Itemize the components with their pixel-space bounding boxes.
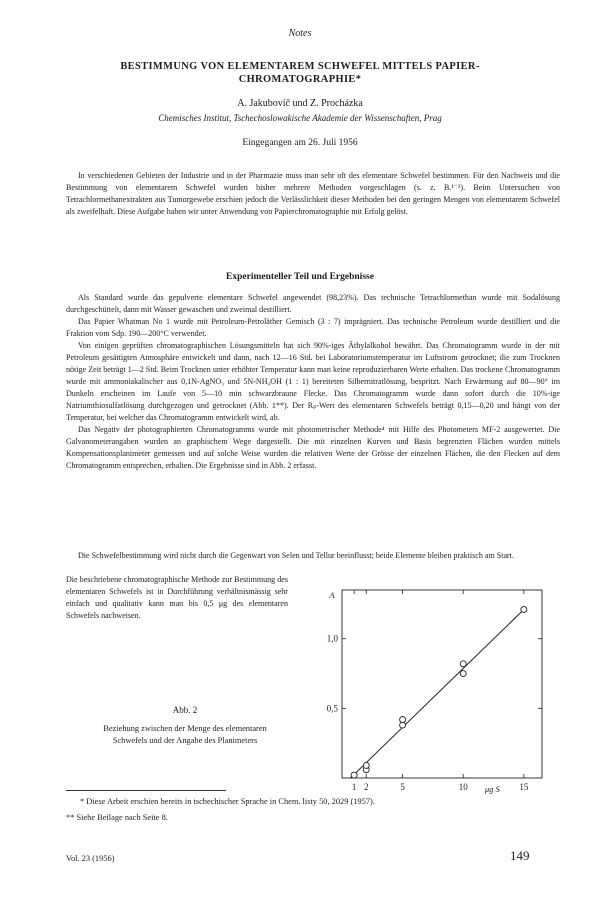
paragraph-standard: Als Standard wurde das gepulverte elementare Schwefel angewendet (98,23%). Das technische Tetrachlormethan wurde mit Sodalösung durchgeschüttelt, dann mit Wasser gewaschen und zweimal destilliert. xyxy=(66,293,560,314)
page-number: 149 xyxy=(510,848,530,863)
fit-line-group xyxy=(350,609,523,778)
chart-axes xyxy=(342,590,542,778)
figure-caption: Beziehung zwischen der Menge des elementaren Schwefels und der Angabe des Planimeters xyxy=(103,724,267,745)
x-tick-label: 15 xyxy=(519,782,529,792)
data-point xyxy=(400,722,406,728)
paragraph-photometry: Das Negativ der photographierten Chromatogramms wurde mit photometrischer Methode⁴ mit Hilfe des Photometers MF-2 ausgewertet. Die Galvanometerangaben wurden an graphischem Wege dargestellt. Die mit einzelnen Kurven und Basis begrenzten Flächen wurden mittels Kompensationsplanimeter gemessen und auf solche Weise wurden die relativen Werte der Grösse der einzelnen Flächen, die den Flecken auf dem Chromatogramm entsprechen, erhalten. Die Ergebnisse sind in Abb. 2 erfasst. xyxy=(66,425,560,470)
paragraph-selenium: Die Schwefelbestimmung wird nicht durch die Gegenwart von Selen und Tellur beeinflusst; beide Elemente bleiben praktisch am Start. xyxy=(78,551,514,560)
paragraph-chromatogram: Von einigen geprüften chromatographischen Lösungsmitteln hat sich 90%-iges Äthylalkohol bewährt. Das Chromatogramm wurde in der mit Petroleum gesättigten Atmosphäre entwickelt und dann, nach 12—16 Std. bei Laboratoriumstemperatur im Luftstrom getrocknet; die zum Trocknen nötige Zeit beträgt 1—2 Std. Beim Trocknen unter erhöhter Temperatur kann man keine reproduzierbaren Werte erhalten. Das trockene Chromatogramm wurde mit ammoniakalischer aus 0,1N-AgNO₃ und 5N-NH₄OH (1 : 1) bereiteten Silbernitratlösung, bespritzt. Nach Erwärmung auf 80—90° im Dunkeln erscheinen im Laufe von 5—10 min schwarzbraune Flecke. Das Chromatogramm wurde dann sofort durch die 10%-ige Natriumthiosulfatlösung durchgezogen und getrocknet (Abb. 1**). Der Rₚ-Wert des elementaren Schwefels beträgt 0,15—0,20 und hängt von der Temperatur, bei welcher das Chromatogramm entwickelt wird, ab. xyxy=(66,341,560,422)
section-heading: Experimenteller Teil und Ergebnisse xyxy=(226,272,374,282)
calibration-chart xyxy=(310,582,550,808)
x-tick-label: 2 xyxy=(363,782,369,792)
authors: A. Jakubovič und Z. Procházka xyxy=(237,98,363,109)
chart-ticks xyxy=(327,590,542,794)
x-tick-label: 5 xyxy=(400,782,405,792)
chart-svg xyxy=(310,582,550,808)
received-date: Eingegangen am 26. Juli 1956 xyxy=(242,138,358,148)
volume-info: Vol. 23 (1956) xyxy=(66,854,115,863)
x-tick-label: 1 xyxy=(351,782,357,792)
y-tick-label: 1,0 xyxy=(326,633,338,644)
running-head: Notes xyxy=(288,28,312,39)
data-point xyxy=(363,762,369,768)
y-axis-label: A xyxy=(329,590,335,600)
data-point xyxy=(460,661,466,667)
x-axis-label: μg S xyxy=(484,784,500,794)
data-point xyxy=(460,671,466,677)
abstract-paragraph: In verschiedenen Gebieten der Industrie und in der Pharmazie muss man sehr oft des elementare Schwefel bestimmen. Für den Nachweis und die Bestimmung von elementarem Schwefel wurden bisher mehrere Methoden vorgeschlagen (s. z. B.¹⁻³). Beim Untersuchen von Tetrachlormethanextrakten aus Tumorgewebe erschien jedoch die Verlässlichkeit dieser Methoden bei den geringen Mengen von elementarem Schwefel als zweifelhaft. Diese Aufgabe haben wir unter Anwendung von Papierchromatographie mit Erfolg gelöst. xyxy=(66,171,560,216)
footnote-2: ** Siehe Beilage nach Seite 8. xyxy=(66,813,168,822)
data-point xyxy=(400,717,406,723)
data-point xyxy=(521,606,527,612)
body-text xyxy=(66,292,560,472)
institution: Chemisches Institut, Tschechoslowakische Akademie der Wissenschaften, Prag xyxy=(158,113,442,123)
paragraph-conclusion: Die beschriebene chromatographische Methode zur Bestimmung des elementaren Schwefels ist in Durchführung verhältnismässig sehr einfach und qualitativ kann man bis 0,5 μg des elementaren Schwefels nachweisen. xyxy=(66,575,288,620)
paragraph-paper: Das Papier Whatman No 1 wurde mit Petroleum-Petroläther Gemisch (3 : 7) imprägniert. Das technische Petroleum wurde destilliert und die Fraktion vom Sdp. 190—200°C verwendet. xyxy=(66,317,560,338)
data-point xyxy=(351,772,357,778)
article-title: BESTIMMUNG VON ELEMENTAREM SCHWEFEL MITTELS PAPIER-CHROMATOGRAPHIE* xyxy=(120,61,480,85)
plot-frame xyxy=(342,590,542,778)
figure-label: Abb. 2 xyxy=(172,705,198,715)
x-tick-label: 10 xyxy=(458,782,468,792)
footnote-rule xyxy=(66,790,226,791)
footnote-1: * Diese Arbeit erschien bereits in tschechischer Sprache in Chem. listy 50, 2029 (1957). xyxy=(80,797,375,806)
fit-line xyxy=(350,609,523,778)
y-tick-label: 0,5 xyxy=(326,703,338,714)
